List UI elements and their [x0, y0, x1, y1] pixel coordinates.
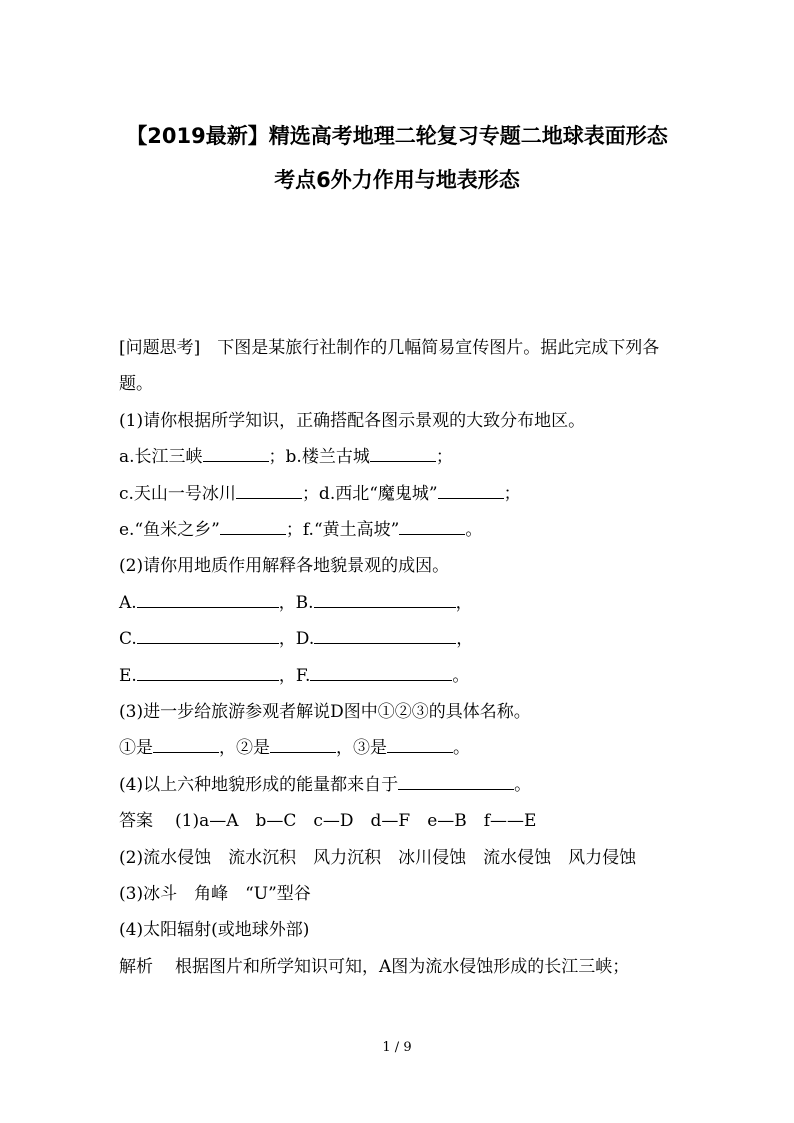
q2-F-blank[interactable]: [310, 662, 452, 681]
q1-e-label: e.“鱼米之乡”: [119, 519, 220, 540]
question-intro: [问题思考] 下图是某旅行社制作的几幅简易宣传图片。据此完成下列各题。: [119, 338, 660, 395]
answer-4: (4)太阳辐射(或地球外部): [119, 920, 310, 941]
question-1-row-ab: [119, 439, 679, 475]
q1-b-blank[interactable]: [370, 443, 436, 462]
q2-D-blank[interactable]: [314, 625, 456, 644]
q1-d-blank[interactable]: [438, 480, 504, 499]
q2-D-label: ，D.: [278, 629, 315, 650]
q1-f-label: ；f.“黄土高坡”: [285, 519, 400, 540]
q1-c-blank[interactable]: [236, 480, 302, 499]
q2-period: 。: [452, 665, 470, 686]
q3-2-label: ，②是: [219, 738, 270, 759]
q4-period: 。: [514, 774, 532, 795]
question-2-row-cd: [119, 621, 679, 657]
q4-blank[interactable]: [398, 771, 514, 790]
q2-C-label: C.: [119, 629, 137, 650]
question-2-row-ab: [119, 585, 679, 621]
q3-3-label: ，③是: [336, 738, 387, 759]
q2-F-label: ，F.: [278, 665, 311, 686]
q1-e-blank[interactable]: [220, 516, 286, 535]
q2-B-label: ，B.: [278, 592, 314, 613]
q1-a-blank[interactable]: [203, 443, 269, 462]
q3-1-blank[interactable]: [153, 734, 219, 753]
q3-period: 。: [453, 738, 470, 759]
q2-E-label: E.: [119, 665, 137, 686]
q3-2-blank[interactable]: [270, 734, 336, 753]
q1-period: 。: [465, 519, 483, 540]
analysis-text: 根据图片和所学知识可知，A图为流水侵蚀形成的长江三峡；: [175, 956, 630, 977]
page-number: 1 / 9: [382, 1040, 412, 1055]
answer-1-text: (1)a—A b—C c—D d—F e—B f——E: [175, 811, 537, 832]
q2-comma: ，: [455, 592, 473, 613]
q1-d-label: ；d.西北“魔鬼城”: [301, 483, 438, 504]
q2-B-blank[interactable]: [314, 589, 456, 608]
doc-title-line1: 【2019最新】精选高考地理二轮复习专题二地球表面形态: [126, 124, 668, 148]
question-3-row: [119, 730, 679, 766]
q1-a-label: a.长江三峡: [119, 447, 203, 468]
q2-C-blank[interactable]: [137, 625, 279, 644]
q2-E-blank[interactable]: [137, 662, 279, 681]
q2-comma: ，: [456, 629, 474, 650]
q1-f-blank[interactable]: [399, 516, 465, 535]
analysis: [119, 949, 679, 985]
question-3: (3)进一步给旅游参观者解说D图中①②③的具体名称。: [119, 701, 531, 722]
q1-semi: ；: [503, 483, 521, 504]
q3-3-blank[interactable]: [387, 734, 453, 753]
question-1-row-cd: [119, 476, 679, 512]
question-2: (2)请你用地质作用解释各地貌景观的成因。: [119, 556, 450, 577]
answer-2: (2)流水侵蚀 流水沉积 风力沉积 冰川侵蚀 流水侵蚀 风力侵蚀: [119, 847, 637, 868]
question-1-row-ef: [119, 512, 679, 548]
answer-1: [119, 803, 679, 839]
question-4: [119, 767, 679, 803]
q2-A-label: A.: [119, 592, 137, 613]
analysis-label: 解析: [119, 956, 153, 977]
q1-b-label: ；b.楼兰古城: [268, 447, 370, 468]
q3-1-label: ①是: [119, 738, 153, 759]
answer-3: (3)冰斗 角峰 “U”型谷: [119, 883, 311, 904]
q1-semi: ；: [435, 447, 453, 468]
q1-c-label: c.天山一号冰川: [119, 483, 236, 504]
question-2-row-ef: [119, 658, 679, 694]
q4-text: (4)以上六种地貌形成的能量都来自于: [119, 774, 399, 795]
doc-title-line2: 考点6外力作用与地表形态: [274, 168, 520, 192]
q2-A-blank[interactable]: [137, 589, 279, 608]
answer-label: 答案: [119, 811, 153, 832]
document-body: [119, 330, 679, 985]
question-1: (1)请你根据所学知识，正确搭配各图示景观的大致分布地区。: [119, 410, 586, 431]
